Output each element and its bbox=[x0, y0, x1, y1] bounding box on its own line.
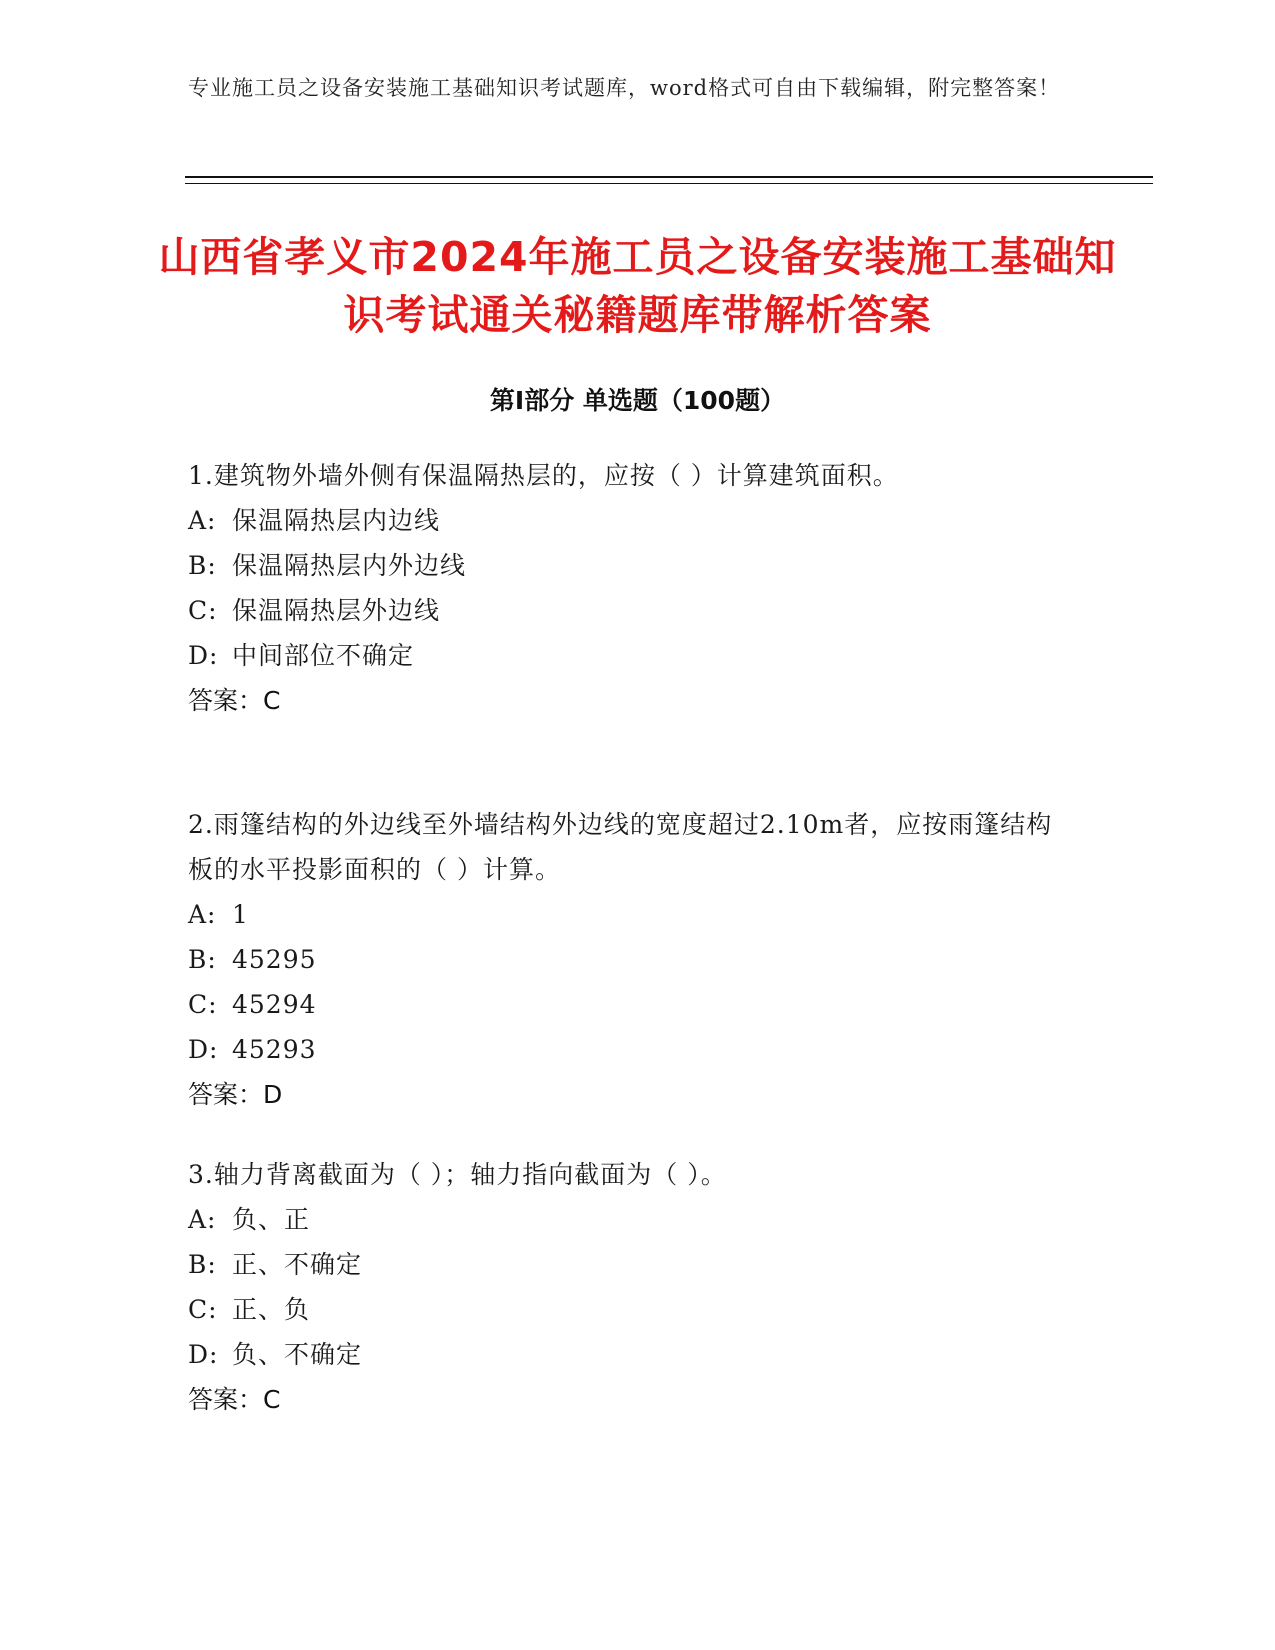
document-title: 山西省孝义市2024年施工员之设备安装施工基础知识考试通关秘籍题库带解析答案 bbox=[158, 233, 1117, 339]
option-c bbox=[188, 1287, 1068, 1332]
option-letter: A: bbox=[188, 900, 217, 929]
option-text: 保温隔热层外边线 bbox=[232, 596, 441, 625]
option-text: 负、不确定 bbox=[232, 1340, 363, 1369]
option-letter: A: bbox=[188, 506, 217, 535]
header-divider-thin bbox=[185, 183, 1153, 184]
option-letter: C: bbox=[188, 1295, 218, 1324]
option-letter: B: bbox=[188, 551, 217, 580]
option-text: 45294 bbox=[232, 990, 317, 1019]
option-c bbox=[188, 982, 1068, 1027]
option-letter: B: bbox=[188, 945, 217, 974]
section-heading: 第Ⅰ部分 单选题（100题） bbox=[489, 386, 786, 415]
option-letter: A: bbox=[188, 1205, 217, 1234]
header-note: 专业施工员之设备安装施工基础知识考试题库，word格式可自由下载编辑，附完整答案！ bbox=[188, 76, 1061, 100]
option-b bbox=[188, 937, 1068, 982]
option-c bbox=[188, 588, 1068, 633]
question-stem: 1.建筑物外墙外侧有保温隔热层的，应按（ ）计算建筑面积。 bbox=[188, 461, 899, 490]
option-b bbox=[188, 1242, 1068, 1287]
option-b bbox=[188, 543, 1068, 588]
option-letter: C: bbox=[188, 596, 218, 625]
question-stem: 2.雨篷结构的外边线至外墙结构外边线的宽度超过2.10m者，应按雨篷结构板的水平投影面积的（ ）计算。 bbox=[188, 810, 1053, 884]
option-text: 正、不确定 bbox=[232, 1250, 363, 1279]
option-letter: D: bbox=[188, 641, 219, 670]
question-1 bbox=[188, 453, 1068, 723]
option-letter: C: bbox=[188, 990, 218, 1019]
option-a bbox=[188, 892, 1068, 937]
header-divider-thick bbox=[185, 176, 1153, 178]
option-a bbox=[188, 498, 1068, 543]
option-text: 1 bbox=[232, 900, 249, 929]
answer: 答案：C bbox=[188, 1385, 281, 1414]
option-d bbox=[188, 1027, 1068, 1072]
option-text: 负、正 bbox=[232, 1205, 311, 1234]
answer: 答案：C bbox=[188, 686, 281, 715]
option-letter: D: bbox=[188, 1035, 219, 1064]
option-text: 中间部位不确定 bbox=[232, 641, 415, 670]
question-2 bbox=[188, 802, 1068, 1117]
option-a bbox=[188, 1197, 1068, 1242]
answer: 答案：D bbox=[188, 1080, 283, 1109]
question-stem: 3.轴力背离截面为（ ）；轴力指向截面为（ ）。 bbox=[188, 1160, 727, 1189]
question-3 bbox=[188, 1152, 1068, 1422]
option-text: 保温隔热层内边线 bbox=[232, 506, 441, 535]
option-letter: D: bbox=[188, 1340, 219, 1369]
option-text: 45295 bbox=[232, 945, 317, 974]
option-text: 45293 bbox=[232, 1035, 317, 1064]
option-text: 保温隔热层内外边线 bbox=[232, 551, 467, 580]
option-d bbox=[188, 633, 1068, 678]
option-letter: B: bbox=[188, 1250, 217, 1279]
option-text: 正、负 bbox=[232, 1295, 311, 1324]
option-d bbox=[188, 1332, 1068, 1377]
